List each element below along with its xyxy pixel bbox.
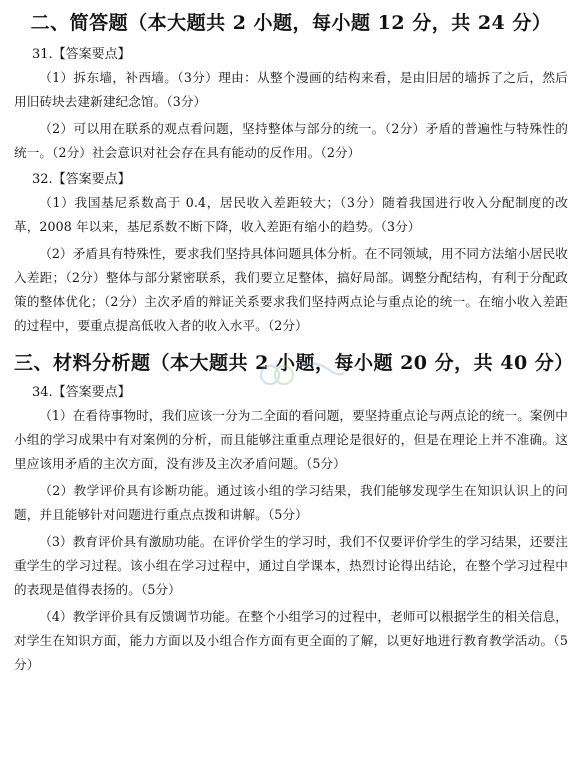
question-32 xyxy=(14,168,568,338)
answer-paragraph: （2）教学评价具有诊断功能。通过该小组的学习结果，我们能够发现学生在知识认识上的问题，并且能够针对问题进行重点点拨和讲解。（5分） xyxy=(14,483,568,522)
question-34 xyxy=(14,381,568,677)
question-31 xyxy=(14,43,568,165)
answer-paragraph: （2）矛盾具有特殊性，要求我们坚持具体问题具体分析。在不同领域，用不同方法缩小居民收入差距；（2分）整体与部分紧密联系，我们要立足整体，搞好局部。调整分配结构，有利于分配政策的整体优化；（2分）主次矛盾的辩证关系要求我们坚持两点论与重点论的统一。在缩小收入差距的过程中，要重点提高低收入者的收入水平。（2分） xyxy=(14,246,568,333)
answer-paragraph: （4）教学评价具有反馈调节功能。在整个小组学习的过程中，老师可以根据学生的相关信息，对学生在知识方面，能力方面以及小组合作方面有更全面的了解，以更好地进行教育教学活动。（5分） xyxy=(14,609,568,672)
section-title: 二、简答题（本大题共 2 小题，每小题 12 分，共 24 分） xyxy=(30,12,552,34)
question-head: 34.【答案要点】 xyxy=(32,385,131,400)
answer-paragraph: （1）我国基尼系数高于 0.4，居民收入差距较大；（3分）随着我国进行收入分配制度的改革，2008 年以来，基尼系数不断下降，收入差距有缩小的趋势。（3分） xyxy=(14,195,568,234)
answer-paragraph: （1）拆东墙，补西墙。（3分）理由：从整个漫画的结构来看，是由旧居的墙拆了之后，然后用旧砖块去建新建纪念馆。（3分） xyxy=(14,70,568,109)
section-title: 三、材料分析题（本大题共 2 小题，每小题 20 分，共 40 分） xyxy=(14,352,574,374)
question-head: 31.【答案要点】 xyxy=(32,47,131,62)
answer-paragraph: （1）在看待事物时，我们应该一分为二全面的看问题，要坚持重点论与两点论的统一。案例中小组的学习成果中有对案例的分析，而且能够注重重点理论是很好的，但是在理论上并不准确。这里应该用矛盾的主次方面，没有涉及主次矛盾问题。（5分） xyxy=(14,408,568,471)
question-head: 32.【答案要点】 xyxy=(32,172,131,187)
section-material-analysis xyxy=(14,348,574,677)
answer-paragraph: （2）可以用在联系的观点看问题，坚持整体与部分的统一。（2分）矛盾的普遍性与特殊性的统一。（2分）社会意识对社会存在具有能动的反作用。（2分） xyxy=(14,121,568,160)
answer-paragraph: （3）教育评价具有激励功能。在评价学生的学习时，我们不仅要评价学生的学习结果，还要注重学生的学习过程。该小组在学习过程中，通过自学课本，热烈讨论得出结论，在整个学习过程中的表现是值得表扬的。（5分） xyxy=(14,534,568,597)
section-short-answer xyxy=(14,8,568,338)
